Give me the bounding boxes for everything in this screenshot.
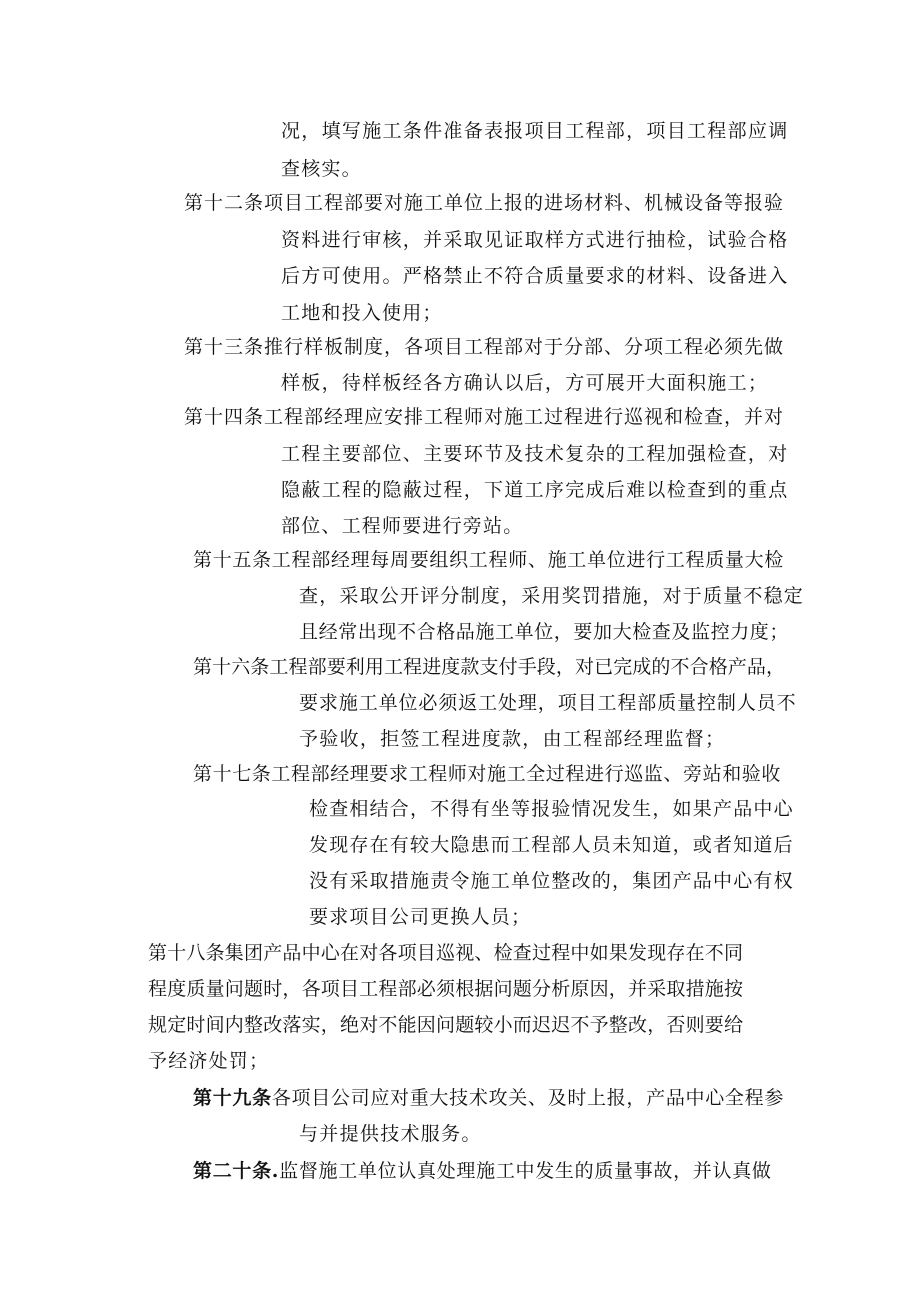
article-15-heading: 第十五条工程部经理每周要组织工程师、施工单位进行工程质量大检 xyxy=(193,549,785,571)
article-12-heading: 第十二条项目工程部要对施工单位上报的进场材料、机械设备等报验 xyxy=(184,192,785,214)
text-line: 部位、工程师要进行旁站。 xyxy=(281,515,524,537)
text-line: 与并提供技术服务。 xyxy=(299,1123,482,1145)
article-20-text: 监督施工单位认真处理施工中发生的质量事故，并认真做 xyxy=(279,1160,772,1182)
text-line: 况，填写施工条件准备表报项目工程部，项目工程部应调 xyxy=(281,120,789,142)
article-20-title: 第二十条. xyxy=(193,1160,280,1182)
text-line: 查，采取公开评分制度，采用奖罚措施，对于质量不稳定 xyxy=(299,585,805,607)
text-line: 后方可使用。严格禁止不符合质量要求的材料、设备进入 xyxy=(281,265,789,287)
article-17-heading: 第十七条工程部经理要求工程师对施工全过程进行巡监、旁站和验收 xyxy=(193,763,782,785)
article-13-heading: 第十三条推行样板制度，各项目工程部对于分部、分项工程必须先做 xyxy=(184,336,785,358)
text-line: 隐蔽工程的隐蔽过程，下道工序完成后难以检查到的重点 xyxy=(281,479,789,501)
text-line: 要求施工单位必须返工处理，项目工程部质量控制人员不 xyxy=(299,692,797,714)
text-line: 予验收，拒签工程进度款，由工程部经理监督； xyxy=(299,728,726,750)
article-18-heading: 第十八条集团产品中心在对各项目巡视、检查过程中如果发现存在不同 xyxy=(148,942,744,964)
article-20-heading xyxy=(193,1160,772,1182)
text-line: 且经常出现不合格品施工单位，要加大检查及监控力度； xyxy=(299,621,790,643)
text-line: 工程主要部位、主要环节及技术复杂的工程加强检查，对 xyxy=(281,443,789,465)
text-line: 没有采取措施责令施工单位整改的，集团产品中心有权 xyxy=(309,870,794,892)
text-line: 规定时间内整改落实，绝对不能因问题较小而迟迟不予整改，否则要给 xyxy=(148,1014,744,1036)
article-19-title: 第十九条 xyxy=(193,1087,272,1109)
article-14-heading: 第十四条工程部经理应安排工程师对施工过程进行巡视和检查，并对 xyxy=(184,406,785,428)
text-line: 程度质量问题时，各项目工程部必须根据问题分析原因，并采取措施按 xyxy=(148,978,744,1000)
text-line: 资料进行审核，并采取见证取样方式进行抽检，试验合格 xyxy=(281,229,789,251)
text-line: 要求项目公司更换人员； xyxy=(309,906,532,928)
article-19-heading xyxy=(193,1087,784,1109)
text-line: 样板，待样板经各方确认以后，方可展开大面积施工； xyxy=(281,372,769,394)
text-line: 检查相结合，不得有坐等报验情况发生，如果产品中心 xyxy=(309,798,794,820)
text-line: 查核实。 xyxy=(281,158,362,180)
text-line: 予经济处罚； xyxy=(148,1050,270,1072)
text-line: 工地和投入使用； xyxy=(281,302,443,324)
article-16-heading: 第十六条工程部要利用工程进度款支付手段，对已完成的不合格产品， xyxy=(193,656,786,678)
article-19-text: 各项目公司应对重大技术攻关、及时上报，产品中心全程参 xyxy=(271,1087,785,1109)
text-line: 发现存在有较大隐患而工程部人员未知道，或者知道后 xyxy=(309,834,794,856)
